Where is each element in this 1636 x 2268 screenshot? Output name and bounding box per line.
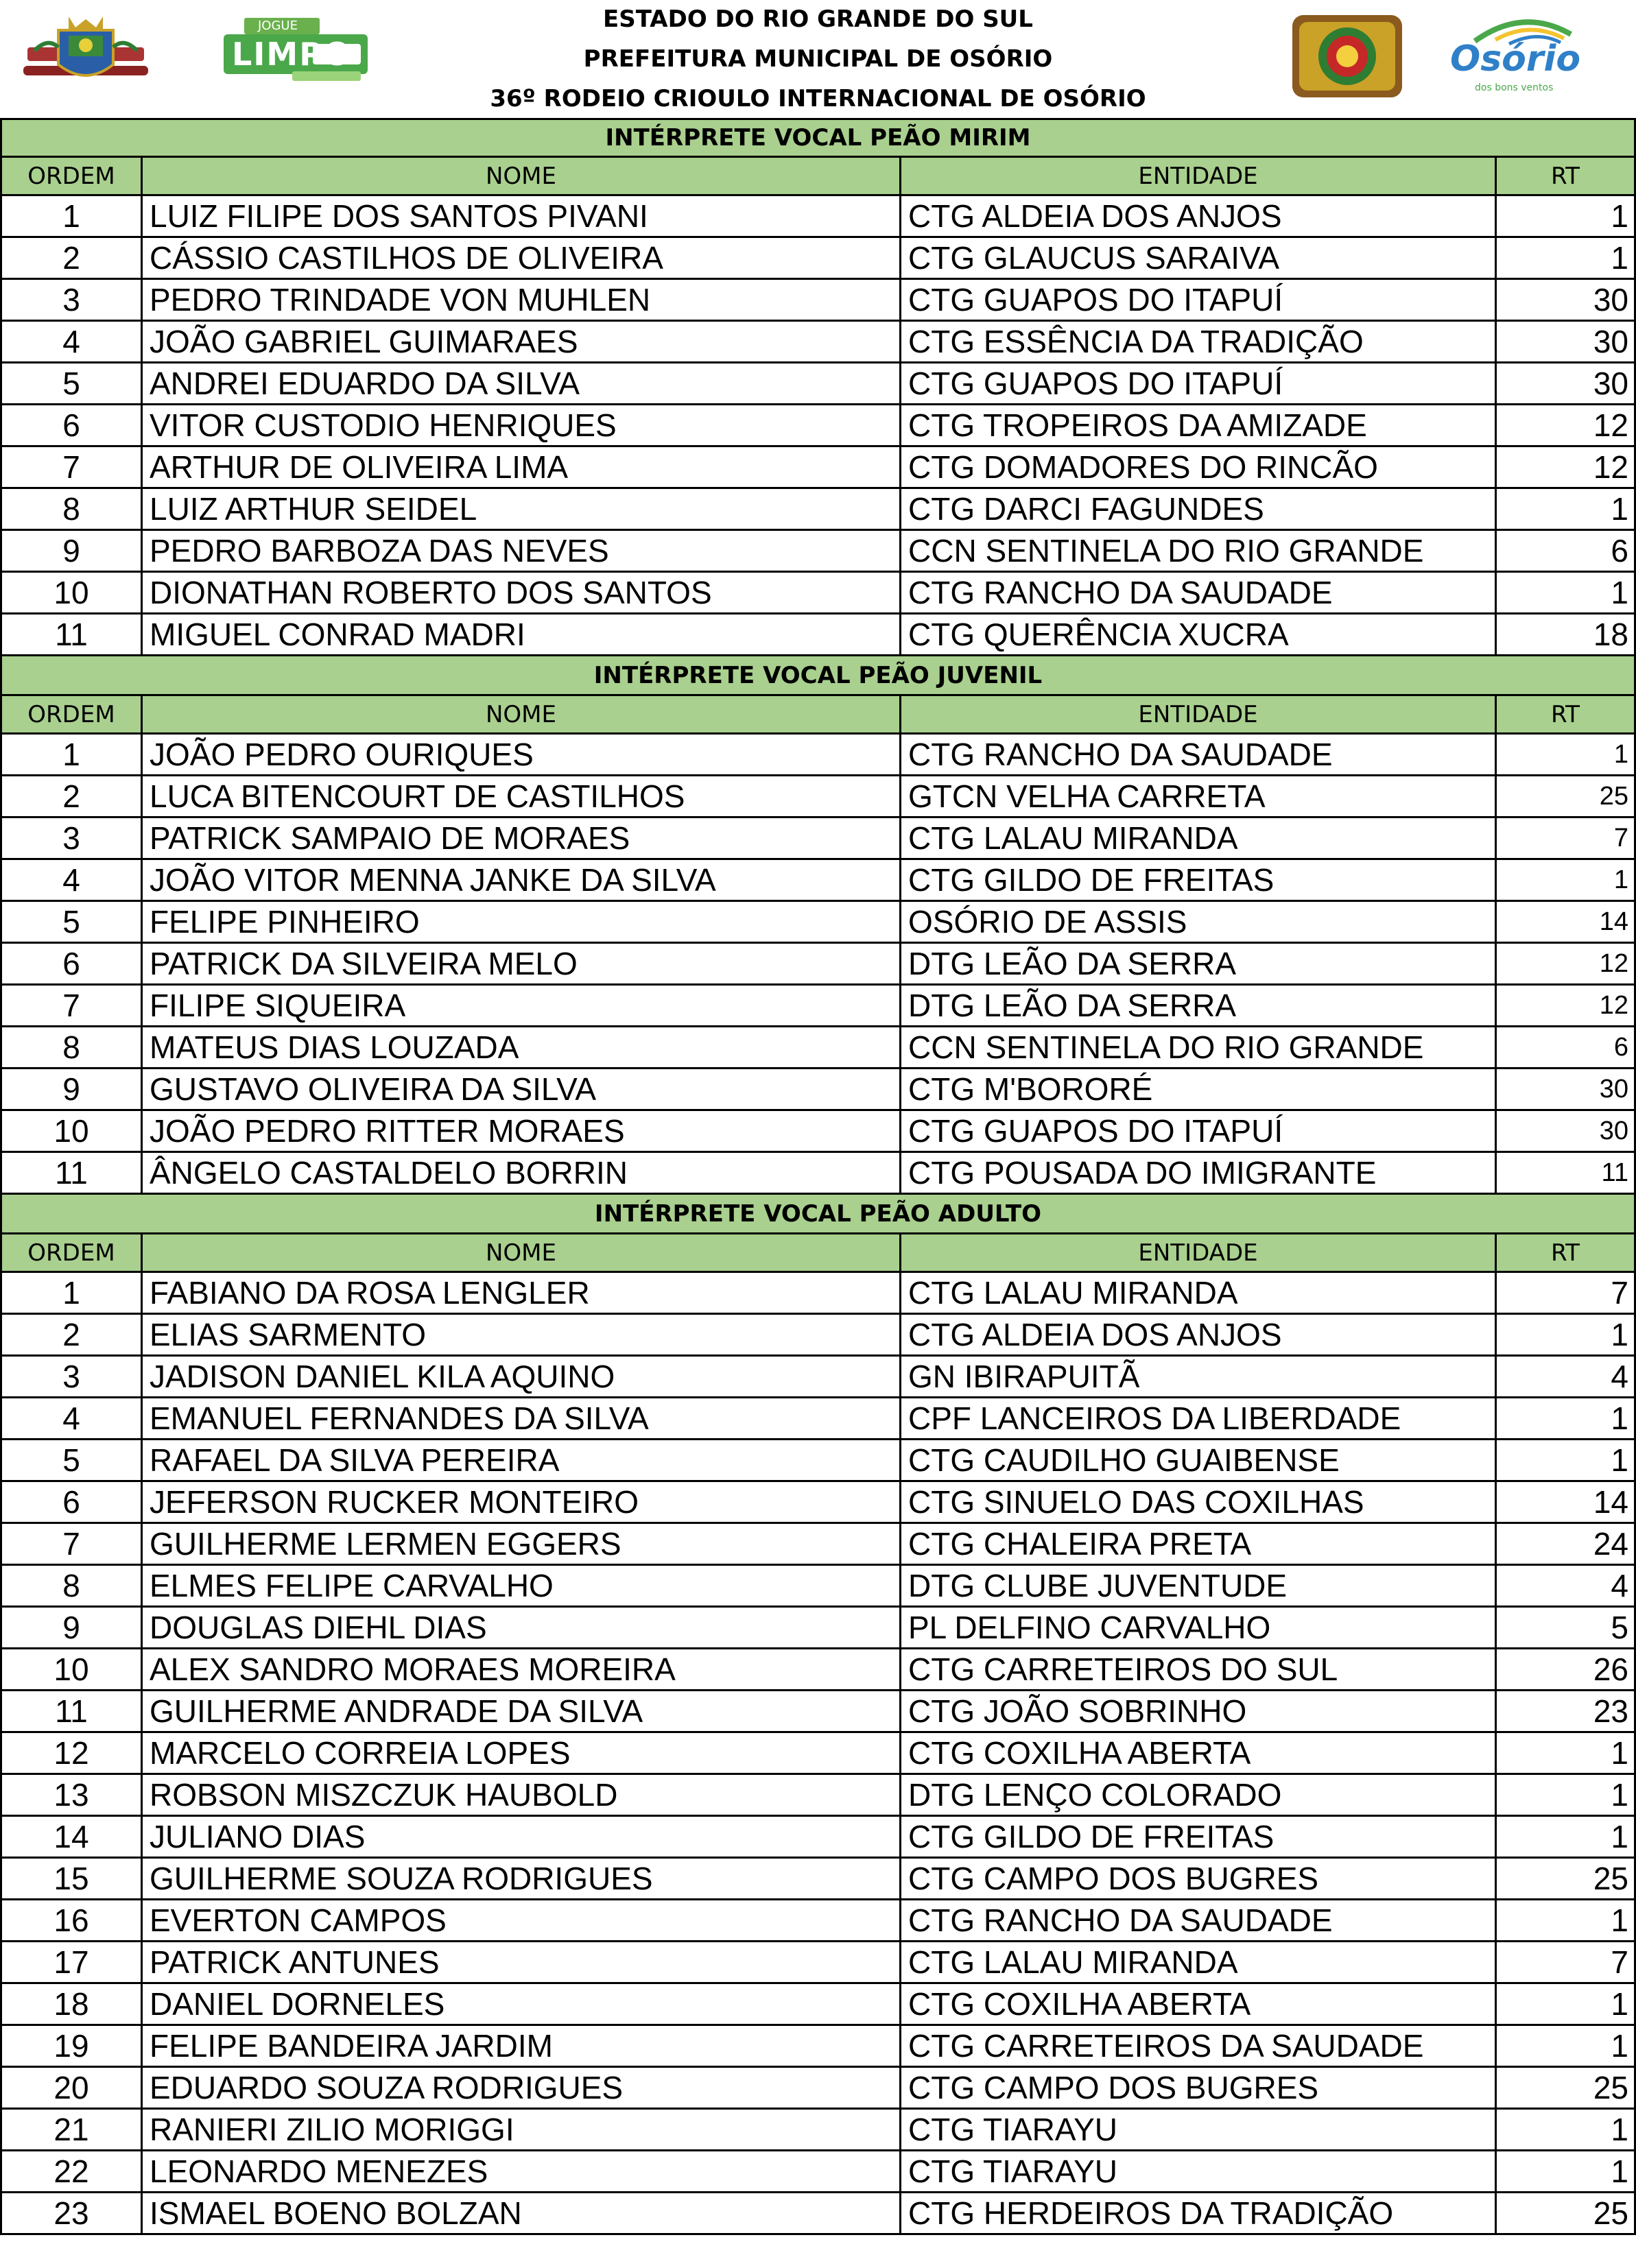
cell-nome: FILIPE SIQUEIRA [143,986,901,1025]
cell-nome: MIGUEL CONRAD MADRI [143,614,901,654]
cell-entidade: CTG RANCHO DA SAUDADE [901,735,1497,774]
cell-ordem: 6 [0,944,143,983]
cell-nome: GUILHERME LERMEN EGGERS [143,1524,901,1564]
cell-nome: JOÃO PEDRO RITTER MORAES [143,1111,901,1151]
cell-rt: 4 [1497,1566,1636,1605]
table-row [0,2193,1636,2235]
cell-ordem: 5 [0,902,143,942]
cell-ordem: 21 [0,2110,143,2149]
header-state-line: ESTADO DO RIO GRANDE DO SUL [603,5,1033,33]
table-row [0,405,1636,447]
cell-ordem: 7 [0,447,143,487]
cell-ordem: 9 [0,531,143,571]
cell-rt: 1 [1497,735,1636,774]
cell-ordem: 14 [0,1817,143,1857]
table-row [0,860,1636,902]
rodeio-emblem-logo [1290,12,1405,100]
cell-nome: EDUARDO SOUZA RODRIGUES [143,2068,901,2108]
table-row [0,1027,1636,1069]
cell-entidade: PL DELFINO CARVALHO [901,1608,1497,1647]
cell-rt: 30 [1497,280,1636,320]
cell-rt: 30 [1497,1111,1636,1151]
table-row [0,2110,1636,2151]
cell-rt: 1 [1497,2026,1636,2066]
table-row [0,986,1636,1027]
cell-nome: FABIANO DA ROSA LENGLER [143,1273,901,1313]
cell-nome: JOÃO VITOR MENNA JANKE DA SILVA [143,860,901,900]
cell-nome: PATRICK SAMPAIO DE MORAES [143,818,901,858]
cell-rt: 1 [1497,1817,1636,1857]
cell-rt: 1 [1497,196,1636,236]
document-header [0,0,1636,118]
cell-nome: LEONARDO MENEZES [143,2151,901,2191]
cell-ordem: 2 [0,238,143,278]
cell-nome: JEFERSON RUCKER MONTEIRO [143,1482,901,1522]
cell-rt: 23 [1497,1691,1636,1731]
header-rodeio-line: 36º RODEIO CRIOULO INTERNACIONAL DE OSÓRIO [490,85,1146,112]
cell-entidade: CTG LALAU MIRANDA [901,818,1497,858]
table-row [0,363,1636,405]
cell-rt: 25 [1497,2193,1636,2233]
table-row [0,238,1636,280]
cell-entidade: GN IBIRAPUITÃ [901,1357,1497,1396]
cell-ordem: 1 [0,1273,143,1313]
cell-rt: 30 [1497,1069,1636,1109]
column-header-entidade: ENTIDADE [901,1234,1497,1271]
cell-rt: 1 [1497,1984,1636,2024]
column-header-entidade: ENTIDADE [901,158,1497,194]
cell-entidade: CTG TIARAYU [901,2110,1497,2149]
cell-entidade: DTG CLUBE JUVENTUDE [901,1566,1497,1605]
osorio-logo-text: Osório [1450,38,1581,80]
cell-entidade: CTG COXILHA ABERTA [901,1733,1497,1773]
table-row [0,1482,1636,1524]
column-header-row [0,158,1636,196]
cell-entidade: CTG COXILHA ABERTA [901,1984,1497,2024]
table-row [0,1859,1636,1900]
cell-entidade: CTG CARRETEIROS DA SAUDADE [901,2026,1497,2066]
cell-ordem: 17 [0,1942,143,1982]
cell-entidade: OSÓRIO DE ASSIS [901,902,1497,942]
cell-ordem: 6 [0,1482,143,1522]
header-prefeitura-line: PREFEITURA MUNICIPAL DE OSÓRIO [583,45,1053,73]
table-row [0,531,1636,573]
cell-ordem: 2 [0,776,143,816]
cell-nome: ROBSON MISZCZUK HAUBOLD [143,1775,901,1815]
cell-entidade: CTG DOMADORES DO RINCÃO [901,447,1497,487]
cell-ordem: 11 [0,614,143,654]
table-row [0,1775,1636,1817]
table-row [0,944,1636,986]
table-row [0,2068,1636,2110]
cell-rt: 6 [1497,531,1636,571]
table-row [0,1691,1636,1733]
cell-ordem: 4 [0,1398,143,1438]
cell-ordem: 13 [0,1775,143,1815]
cell-rt: 25 [1497,2068,1636,2108]
cell-entidade: CTG CAMPO DOS BUGRES [901,2068,1497,2108]
cell-nome: MARCELO CORREIA LOPES [143,1733,901,1773]
cell-entidade: CTG SINUELO DAS COXILHAS [901,1482,1497,1522]
column-header-ordem: ORDEM [0,696,143,732]
cell-ordem: 8 [0,1027,143,1067]
table-row [0,1524,1636,1566]
cell-rt: 12 [1497,447,1636,487]
column-header-row [0,1234,1636,1273]
limpo-text: LIMPO [232,36,353,73]
table-row [0,1900,1636,1942]
cell-entidade: CTG QUERÊNCIA XUCRA [901,614,1497,654]
column-header-rt: RT [1497,158,1636,194]
cell-entidade: CTG GUAPOS DO ITAPUÍ [901,363,1497,403]
jogue-text: JOGUE [258,19,298,33]
cell-entidade: CTG CARRETEIROS DO SUL [901,1649,1497,1689]
cell-ordem: 6 [0,405,143,445]
cell-nome: FELIPE PINHEIRO [143,902,901,942]
table-row [0,1566,1636,1608]
cell-entidade: CTG RANCHO DA SAUDADE [901,573,1497,612]
cell-rt: 1 [1497,2151,1636,2191]
cell-rt: 1 [1497,489,1636,529]
cell-nome: ÂNGELO CASTALDELO BORRIN [143,1153,901,1193]
cell-nome: DANIEL DORNELES [143,1984,901,2024]
cell-rt: 1 [1497,1900,1636,1940]
table-row [0,2026,1636,2068]
table-row [0,447,1636,489]
cell-entidade: CCN SENTINELA DO RIO GRANDE [901,531,1497,571]
cell-rt: 14 [1497,902,1636,942]
cell-nome: EVERTON CAMPOS [143,1900,901,1940]
cell-entidade: CTG M'BORORÉ [901,1069,1497,1109]
osorio-logo-tagline: dos bons ventos [1475,82,1554,93]
cell-ordem: 11 [0,1153,143,1193]
cell-entidade: CTG GILDO DE FREITAS [901,1817,1497,1857]
column-header-rt: RT [1497,696,1636,732]
cell-ordem: 3 [0,1357,143,1396]
cell-ordem: 11 [0,1691,143,1731]
table-row [0,1440,1636,1482]
cell-rt: 30 [1497,322,1636,361]
cell-nome: RAFAEL DA SILVA PEREIRA [143,1440,901,1480]
cell-entidade: DTG LENÇO COLORADO [901,1775,1497,1815]
column-header-ordem: ORDEM [0,158,143,194]
table-row [0,1649,1636,1691]
column-header-rt: RT [1497,1234,1636,1271]
cell-ordem: 3 [0,818,143,858]
cell-entidade: CTG TIARAYU [901,2151,1497,2191]
table-row [0,776,1636,818]
cell-entidade: CTG CAMPO DOS BUGRES [901,1859,1497,1898]
cell-entidade: CTG RANCHO DA SAUDADE [901,1900,1497,1940]
cell-nome: FELIPE BANDEIRA JARDIM [143,2026,901,2066]
cell-entidade: CTG GUAPOS DO ITAPUÍ [901,280,1497,320]
cell-rt: 25 [1497,1859,1636,1898]
table-row [0,735,1636,776]
cell-nome: PEDRO BARBOZA DAS NEVES [143,531,901,571]
cell-rt: 7 [1497,1273,1636,1313]
cell-nome: JOÃO PEDRO OURIQUES [143,735,901,774]
cell-ordem: 1 [0,735,143,774]
cell-nome: LUIZ FILIPE DOS SANTOS PIVANI [143,196,901,236]
table-row [0,1315,1636,1357]
cell-nome: CÁSSIO CASTILHOS DE OLIVEIRA [143,238,901,278]
cell-entidade: CTG ALDEIA DOS ANJOS [901,1315,1497,1354]
section-title: INTÉRPRETE VOCAL PEÃO ADULTO [0,1195,1636,1234]
cell-ordem: 5 [0,1440,143,1480]
cell-entidade: CTG CHALEIRA PRETA [901,1524,1497,1564]
cell-ordem: 10 [0,1649,143,1689]
cell-nome: ARTHUR DE OLIVEIRA LIMA [143,447,901,487]
table-row [0,1069,1636,1111]
cell-ordem: 19 [0,2026,143,2066]
cell-ordem: 9 [0,1069,143,1109]
cell-ordem: 8 [0,489,143,529]
cell-rt: 1 [1497,1315,1636,1354]
cell-ordem: 7 [0,1524,143,1564]
cell-nome: PATRICK ANTUNES [143,1942,901,1982]
cell-rt: 11 [1497,1153,1636,1193]
table-row [0,489,1636,531]
cell-entidade: CTG CAUDILHO GUAIBENSE [901,1440,1497,1480]
cell-ordem: 7 [0,986,143,1025]
cell-ordem: 4 [0,322,143,361]
cell-entidade: CTG TROPEIROS DA AMIZADE [901,405,1497,445]
cell-rt: 30 [1497,363,1636,403]
table-row [0,1398,1636,1440]
cell-ordem: 20 [0,2068,143,2108]
cell-rt: 24 [1497,1524,1636,1564]
cell-nome: ANDREI EDUARDO DA SILVA [143,363,901,403]
cell-entidade: CTG HERDEIROS DA TRADIÇÃO [901,2193,1497,2233]
cell-entidade: CTG ALDEIA DOS ANJOS [901,196,1497,236]
cell-entidade: CTG GILDO DE FREITAS [901,860,1497,900]
table-row [0,818,1636,860]
cell-nome: JOÃO GABRIEL GUIMARAES [143,322,901,361]
table-row [0,573,1636,614]
column-header-row [0,696,1636,735]
cell-rt: 12 [1497,405,1636,445]
cell-rt: 1 [1497,573,1636,612]
cell-nome: VITOR CUSTODIO HENRIQUES [143,405,901,445]
cell-nome: ISMAEL BOENO BOLZAN [143,2193,901,2233]
cell-entidade: GTCN VELHA CARRETA [901,776,1497,816]
cell-nome: MATEUS DIAS LOUZADA [143,1027,901,1067]
cell-rt: 7 [1497,1942,1636,1982]
cell-ordem: 2 [0,1315,143,1354]
cell-ordem: 5 [0,363,143,403]
cell-entidade: DTG LEÃO DA SERRA [901,944,1497,983]
cell-entidade: CTG LALAU MIRANDA [901,1942,1497,1982]
osorio-city-logo [1447,14,1605,96]
cell-nome: PEDRO TRINDADE VON MUHLEN [143,280,901,320]
table-row [0,1817,1636,1859]
cell-ordem: 1 [0,196,143,236]
table-row [0,1273,1636,1315]
cell-rt: 1 [1497,238,1636,278]
table-row [0,1942,1636,1984]
cell-ordem: 10 [0,573,143,612]
column-header-entidade: ENTIDADE [901,696,1497,732]
cell-nome: DOUGLAS DIEHL DIAS [143,1608,901,1647]
cell-ordem: 23 [0,2193,143,2233]
table-row [0,1984,1636,2026]
cell-rt: 25 [1497,776,1636,816]
cell-ordem: 10 [0,1111,143,1151]
table-row [0,1111,1636,1153]
cell-nome: GUILHERME SOUZA RODRIGUES [143,1859,901,1898]
table-row [0,1733,1636,1775]
cell-ordem: 22 [0,2151,143,2191]
cell-nome: JADISON DANIEL KILA AQUINO [143,1357,901,1396]
cell-nome: RANIERI ZILIO MORIGGI [143,2110,901,2149]
cell-rt: 12 [1497,986,1636,1025]
cell-nome: PATRICK DA SILVEIRA MELO [143,944,901,983]
column-header-nome: NOME [143,696,901,732]
cell-ordem: 15 [0,1859,143,1898]
cell-rt: 5 [1497,1608,1636,1647]
table-row [0,1153,1636,1195]
cell-nome: GUILHERME ANDRADE DA SILVA [143,1691,901,1731]
cell-entidade: CCN SENTINELA DO RIO GRANDE [901,1027,1497,1067]
cell-ordem: 3 [0,280,143,320]
cell-nome: ELIAS SARMENTO [143,1315,901,1354]
table-row [0,1357,1636,1398]
cell-ordem: 16 [0,1900,143,1940]
cell-rt: 7 [1497,818,1636,858]
cell-ordem: 18 [0,1984,143,2024]
cell-rt: 1 [1497,1398,1636,1438]
table-row [0,280,1636,322]
table-row [0,902,1636,944]
cell-rt: 1 [1497,2110,1636,2149]
section-title: INTÉRPRETE VOCAL PEÃO JUVENIL [0,656,1636,696]
cell-nome: ELMES FELIPE CARVALHO [143,1566,901,1605]
section-title: INTÉRPRETE VOCAL PEÃO MIRIM [0,118,1636,158]
column-header-nome: NOME [143,158,901,194]
cell-entidade: CTG DARCI FAGUNDES [901,489,1497,529]
cell-rt: 18 [1497,614,1636,654]
cell-nome: DIONATHAN ROBERTO DOS SANTOS [143,573,901,612]
cell-nome: LUIZ ARTHUR SEIDEL [143,489,901,529]
table-row [0,2151,1636,2193]
cell-rt: 1 [1497,1775,1636,1815]
cell-rt: 26 [1497,1649,1636,1689]
cell-rt: 1 [1497,1733,1636,1773]
results-table [0,118,1636,2235]
cell-entidade: CPF LANCEIROS DA LIBERDADE [901,1398,1497,1438]
cell-ordem: 8 [0,1566,143,1605]
cell-nome: EMANUEL FERNANDES DA SILVA [143,1398,901,1438]
cell-entidade: CTG GUAPOS DO ITAPUÍ [901,1111,1497,1151]
cell-nome: LUCA BITENCOURT DE CASTILHOS [143,776,901,816]
cell-rt: 4 [1497,1357,1636,1396]
cell-entidade: CTG ESSÊNCIA DA TRADIÇÃO [901,322,1497,361]
cell-ordem: 4 [0,860,143,900]
cell-entidade: CTG LALAU MIRANDA [901,1273,1497,1313]
column-header-nome: NOME [143,1234,901,1271]
cell-entidade: CTG POUSADA DO IMIGRANTE [901,1153,1497,1193]
cell-rt: 14 [1497,1482,1636,1522]
table-row [0,1608,1636,1649]
table-row [0,614,1636,656]
cell-ordem: 9 [0,1608,143,1647]
cell-rt: 6 [1497,1027,1636,1067]
cell-rt: 1 [1497,860,1636,900]
column-header-ordem: ORDEM [0,1234,143,1271]
table-row [0,322,1636,363]
table-row [0,196,1636,238]
cell-rt: 12 [1497,944,1636,983]
cell-entidade: CTG GLAUCUS SARAIVA [901,238,1497,278]
cell-entidade: DTG LEÃO DA SERRA [901,986,1497,1025]
cell-nome: ALEX SANDRO MORAES MOREIRA [143,1649,901,1689]
cell-nome: JULIANO DIAS [143,1817,901,1857]
cell-entidade: CTG JOÃO SOBRINHO [901,1691,1497,1731]
cell-ordem: 12 [0,1733,143,1773]
cell-rt: 1 [1497,1440,1636,1480]
cell-nome: GUSTAVO OLIVEIRA DA SILVA [143,1069,901,1109]
